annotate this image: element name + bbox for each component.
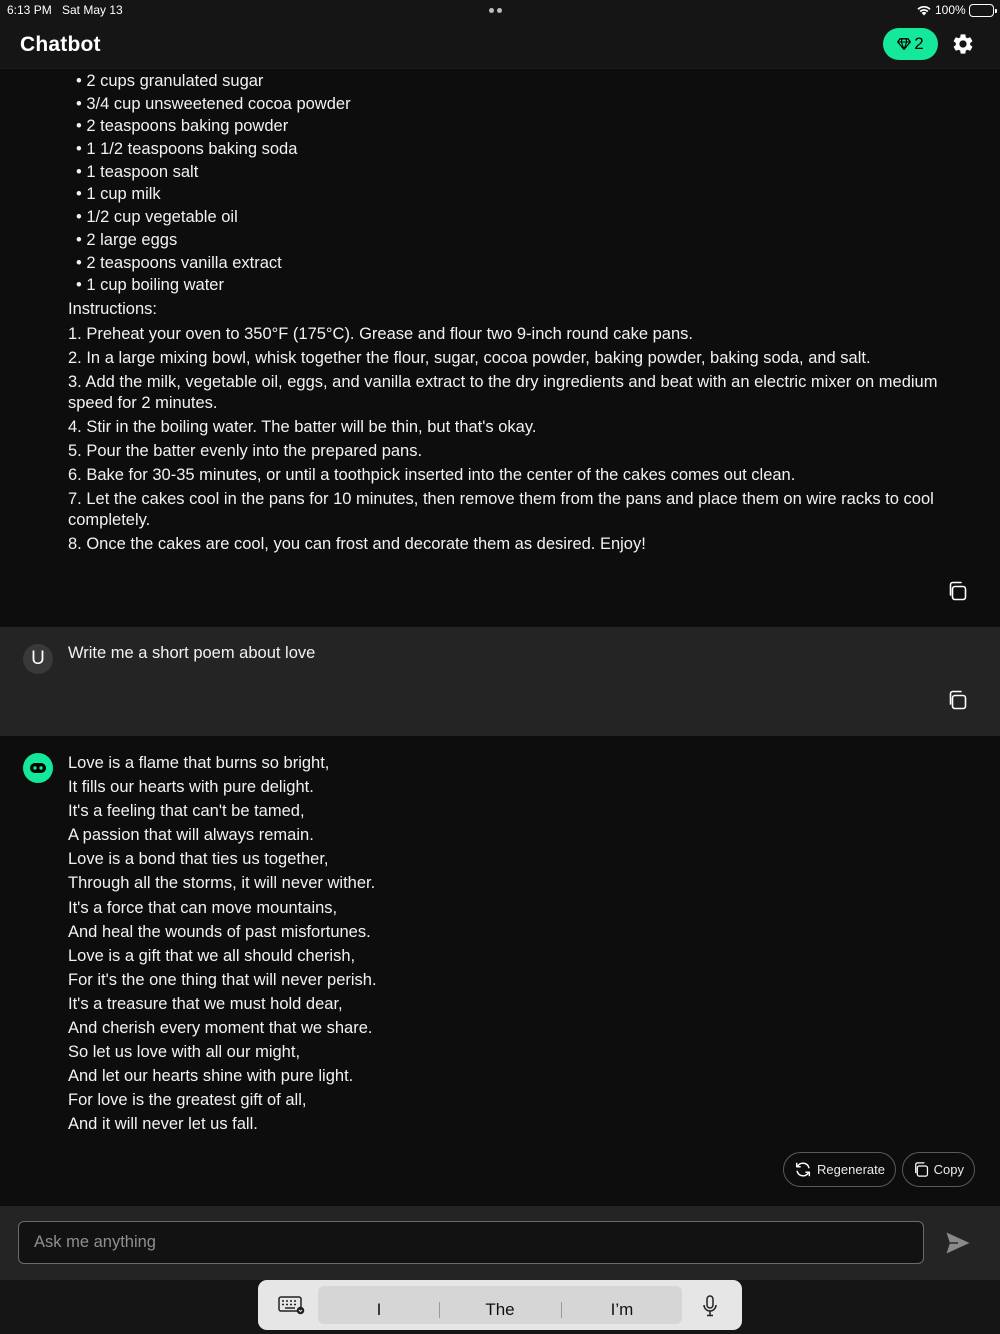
list-item: • 2 cups granulated sugar: [76, 72, 351, 95]
app-title: Chatbot: [20, 33, 101, 56]
poem-line: And heal the wounds of past misfortunes.: [68, 922, 371, 941]
list-item: • 2 large eggs: [76, 231, 351, 254]
copy-label: Copy: [933, 1162, 964, 1177]
list-item: • 2 teaspoons vanilla extract: [76, 254, 351, 277]
gear-icon[interactable]: [951, 32, 975, 56]
list-item: • 1 cup milk: [76, 185, 351, 208]
bot-message-poem: [0, 736, 1000, 1206]
poem-line: Love is a gift that we all should cherish,: [68, 946, 356, 965]
user-message-text: Write me a short poem about love: [68, 644, 316, 662]
status-date: Sat May 13: [62, 3, 123, 17]
poem-line: Love is a flame that burns so bright,: [68, 754, 330, 772]
poem-line: And it will never let us fall.: [68, 1115, 258, 1134]
list-item: • 1/2 cup vegetable oil: [76, 208, 351, 231]
instructions-heading: Instructions:: [68, 300, 157, 318]
poem-line: And let our hearts shine with pure light.: [68, 1067, 354, 1086]
regenerate-label: Regenerate: [817, 1162, 885, 1177]
user-avatar: U: [23, 644, 53, 674]
list-item: 3. Add the milk, vegetable oil, eggs, and vanilla extract to the dry ingredients and beat with an electric mixer on medium speed for 2 minutes.: [68, 373, 938, 412]
send-icon[interactable]: [945, 1231, 971, 1255]
suggestion-strip: [318, 1286, 682, 1324]
ingredient-list: [76, 72, 351, 299]
multitasking-dots-icon[interactable]: [489, 8, 511, 14]
gem-count: 2: [914, 34, 924, 53]
list-item: 1. Preheat your oven to 350°F (175°C). Grease and flour two 9-inch round cake pans.: [68, 325, 693, 343]
gem-count-badge[interactable]: [883, 28, 938, 60]
bot-message-recipe: [0, 69, 1000, 627]
poem-line: For it's the one thing that will never perish.: [68, 970, 377, 989]
list-item: 5. Pour the batter evenly into the prepared pans.: [68, 442, 423, 460]
microphone-icon[interactable]: [702, 1295, 718, 1317]
copy-icon[interactable]: [947, 690, 967, 710]
poem-text: [68, 752, 377, 1138]
suggestion-2[interactable]: The: [485, 1300, 515, 1319]
poem-line: Love is a bond that ties us together,: [68, 850, 329, 869]
message-composer: [0, 1206, 1000, 1280]
list-item: • 2 teaspoons baking powder: [76, 117, 351, 140]
list-item: • 1 teaspoon salt: [76, 163, 351, 186]
status-bar: [0, 0, 1000, 22]
poem-line: It's a feeling that can't be tamed,: [68, 802, 305, 821]
suggestion-1[interactable]: I: [376, 1300, 382, 1319]
list-item: 6. Bake for 30-35 minutes, or until a toothpick inserted into the center of the cakes comes out clean.: [68, 466, 796, 484]
poem-line: It's a force that can move mountains,: [68, 898, 338, 917]
list-item: • 1 1/2 teaspoons baking soda: [76, 140, 351, 163]
battery-icon: [969, 4, 994, 17]
list-item: • 1 cup boiling water: [76, 276, 351, 299]
diamond-icon: [897, 38, 911, 50]
list-item: 7. Let the cakes cool in the pans for 10 minutes, then remove them from the pans and place them on wire racks to cool completely.: [68, 490, 934, 529]
poem-line: And cherish every moment that we share.: [68, 1019, 373, 1038]
copy-button[interactable]: [902, 1152, 975, 1187]
poem-line: It's a treasure that we must hold dear,: [68, 994, 343, 1013]
suggestion-3[interactable]: I’m: [610, 1300, 634, 1319]
robot-icon: [29, 761, 47, 775]
keyboard-area: [0, 1280, 1000, 1334]
list-item: 4. Stir in the boiling water. The batter will be thin, but that's okay.: [68, 418, 537, 436]
poem-line: Through all the storms, it will never wither.: [68, 874, 376, 893]
poem-line: A passion that will always remain.: [68, 826, 314, 845]
poem-line: So let us love with all our might,: [68, 1043, 301, 1062]
app-header: [0, 22, 1000, 69]
poem-line: It fills our hearts with pure delight.: [68, 778, 314, 797]
bot-avatar: [23, 753, 53, 783]
keyboard-icon[interactable]: [278, 1295, 306, 1315]
list-item: 8. Once the cakes are cool, you can frost and decorate them as desired. Enjoy!: [68, 535, 646, 553]
list-item: • 3/4 cup unsweetened cocoa powder: [76, 95, 351, 118]
wifi-icon: [916, 4, 932, 16]
keyboard-suggestion-bar: [258, 1280, 742, 1330]
poem-line: For love is the greatest gift of all,: [68, 1091, 307, 1110]
message-input[interactable]: [18, 1221, 924, 1264]
regenerate-button[interactable]: [783, 1152, 896, 1187]
battery-percent: 100%: [935, 3, 966, 17]
status-time: 6:13 PM: [7, 3, 52, 17]
list-item: 2. In a large mixing bowl, whisk together the flour, sugar, cocoa powder, baking powder, baking soda, and salt.: [68, 349, 871, 367]
instruction-list: [68, 324, 980, 558]
refresh-icon: [794, 1160, 812, 1179]
user-message: [0, 627, 1000, 736]
copy-icon[interactable]: [947, 581, 967, 601]
copy-icon: [913, 1160, 929, 1179]
